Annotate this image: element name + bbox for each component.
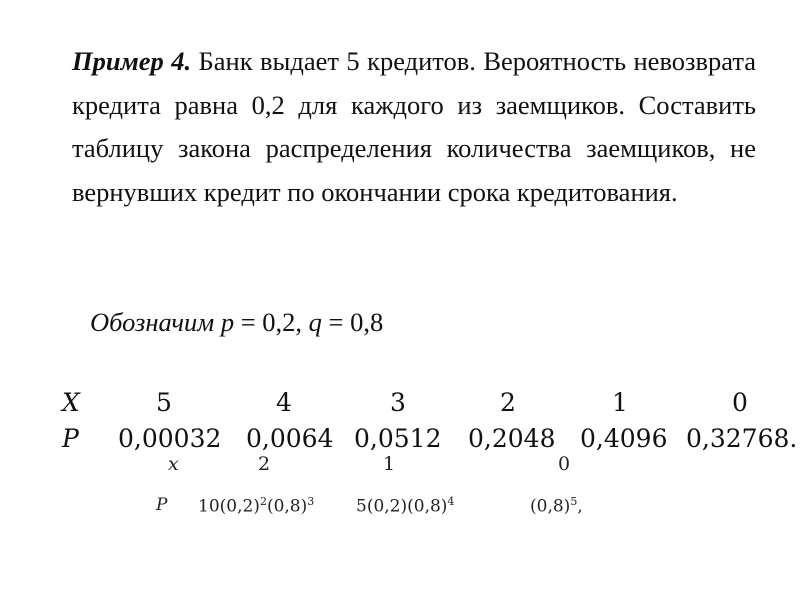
x-cell: 3 bbox=[390, 388, 406, 417]
x-cell: 2 bbox=[500, 388, 516, 417]
fragment-x-value: 0 bbox=[558, 453, 571, 475]
notation-line bbox=[90, 302, 383, 342]
x-row bbox=[60, 388, 800, 424]
q-value: = 0,8 bbox=[321, 307, 384, 337]
p-variable: p bbox=[220, 307, 235, 337]
p-row-label: P bbox=[62, 424, 79, 453]
problem-statement bbox=[72, 40, 756, 214]
x-cell: 4 bbox=[276, 388, 292, 417]
x-cell: 1 bbox=[612, 388, 628, 417]
x-cell: 0 bbox=[732, 388, 748, 417]
p-cell: 0,32768. bbox=[686, 424, 798, 453]
x-cell: 5 bbox=[156, 388, 172, 417]
fragment-clipped-row bbox=[130, 453, 690, 475]
fragment-x-label: x bbox=[168, 453, 179, 475]
formula-fragment bbox=[130, 453, 690, 525]
fragment-x-value: 1 bbox=[383, 453, 396, 475]
p-cell: 0,4096 bbox=[580, 424, 668, 453]
fragment-x-value: 2 bbox=[258, 453, 271, 475]
p-cell: 0,0064 bbox=[246, 424, 334, 453]
fragment-p-label: P bbox=[156, 495, 168, 515]
distribution-table bbox=[60, 388, 800, 460]
problem-text: Банк выдает 5 кредитов. Вероятность невозврата кредита равна 0,2 для каждого из заемщиков. Составить таблицу закона распределения количества заемщиков, не вернувших кредит по окончании срока кредитования. bbox=[72, 46, 756, 207]
q-variable: q bbox=[308, 307, 322, 337]
notation-lead: Обозначим bbox=[90, 307, 215, 337]
p-cell: 0,0512 bbox=[354, 424, 442, 453]
p-value: = 0,2, bbox=[234, 307, 309, 337]
fragment-term-2: $5(0,2)(0,8)^4$ bbox=[356, 495, 455, 517]
p-cell: 0,00032 bbox=[118, 424, 222, 453]
fragment-term-1: $10(0,2)^2(0,8)^3$ bbox=[198, 495, 315, 517]
example-label: Пример 4. bbox=[72, 46, 192, 76]
fragment-term-3: $(0,8)^5$, bbox=[530, 495, 583, 517]
p-cell: 0,2048 bbox=[468, 424, 556, 453]
x-row-label: X bbox=[62, 388, 80, 417]
